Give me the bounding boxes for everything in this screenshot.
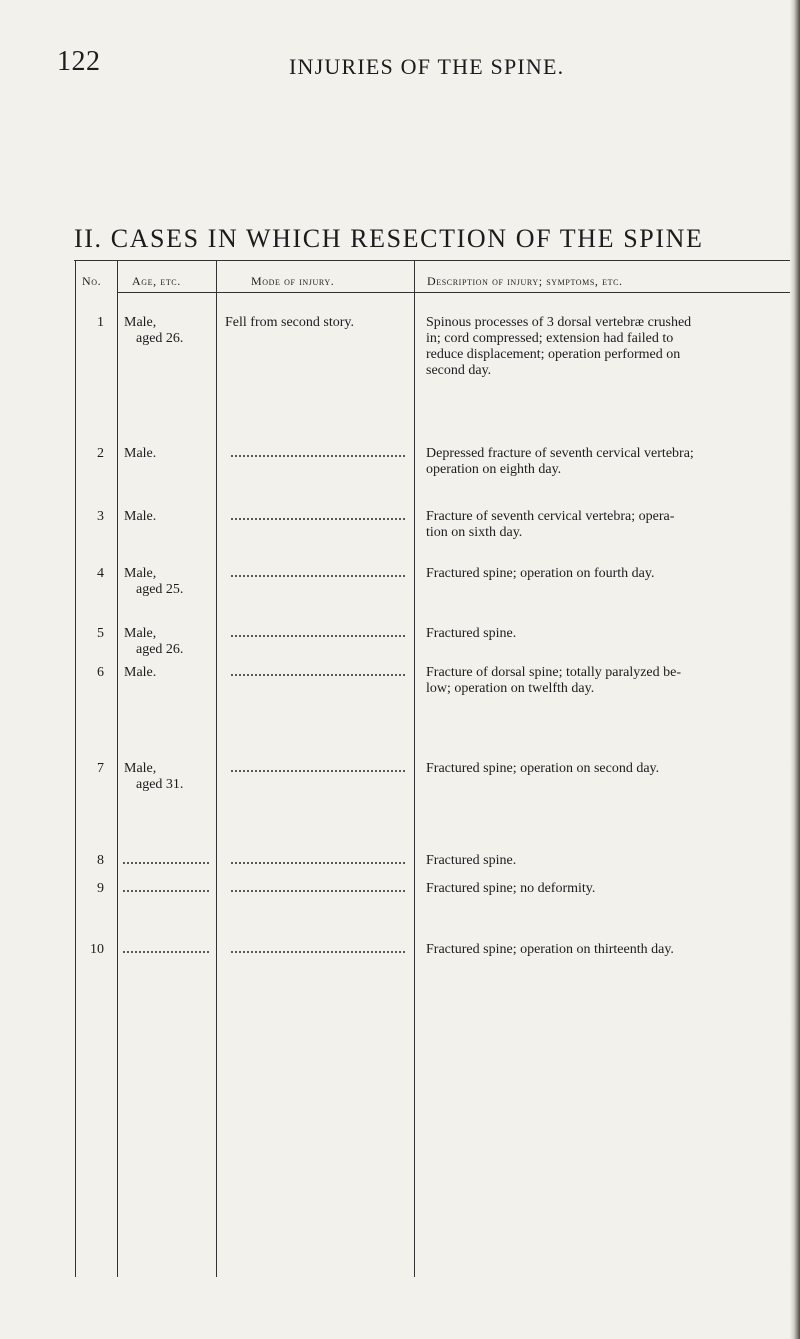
col-header-mode: Mode of injury. [251, 274, 335, 288]
age-line: Male, [124, 566, 157, 581]
running-head: INJURIES OF THE SPINE. [289, 54, 565, 79]
desc-line: low; operation on twelfth day. [426, 681, 595, 696]
col-header-description: Description of injury; symptoms, etc. [427, 274, 623, 288]
age-line: aged 31. [136, 777, 184, 792]
leader-dots [230, 509, 406, 523]
desc-line: in; cord compressed; extension had failed to [426, 331, 674, 346]
section-title: II. CASES IN WHICH RESECTION OF THE SPINE [74, 224, 704, 253]
row-number: 7 [97, 761, 104, 776]
desc-line: second day. [426, 363, 492, 378]
row-number: 10 [90, 942, 104, 957]
table-top-rule [74, 260, 792, 261]
row-number: 5 [97, 626, 104, 641]
age-line: aged 26. [136, 642, 184, 657]
age-line: Male, [124, 761, 157, 776]
desc-line: reduce displacement; operation performed on [426, 347, 681, 362]
col-divider-left [75, 261, 76, 1277]
col-header-no: No. [82, 274, 102, 288]
desc-line: Fractured spine. [426, 626, 517, 641]
page-number: 122 [57, 46, 101, 77]
leader-dots [122, 942, 210, 956]
leader-dots [230, 853, 406, 867]
age-line: Male, [124, 315, 157, 330]
age-line: Male, [124, 626, 157, 641]
col-divider-2 [216, 261, 217, 1277]
col-header-age: Age, etc. [132, 274, 181, 288]
row-number: 4 [97, 566, 104, 581]
table-header-rule [117, 292, 792, 293]
desc-line: Fracture of seventh cervical vertebra; opera- [426, 509, 675, 524]
desc-line: Spinous processes of 3 dorsal vertebræ crushed [426, 315, 692, 330]
desc-line: Depressed fracture of seventh cervical vertebra; [426, 446, 694, 461]
leader-dots [230, 446, 406, 460]
desc-line: Fractured spine; operation on thirteenth day. [426, 942, 674, 957]
age-line: aged 26. [136, 331, 184, 346]
leader-dots [230, 665, 406, 679]
row-number: 8 [97, 853, 104, 868]
leader-dots [230, 566, 406, 580]
leader-dots [122, 881, 210, 895]
desc-line: tion on sixth day. [426, 525, 523, 540]
age-line: Male. [124, 665, 157, 680]
desc-line: Fractured spine; no deformity. [426, 881, 596, 896]
leader-dots [230, 881, 406, 895]
col-divider-1 [117, 261, 118, 1277]
row-number: 3 [97, 509, 104, 524]
page-edge-shadow [790, 0, 800, 1339]
row-number: 9 [97, 881, 104, 896]
leader-dots [230, 761, 406, 775]
mode-text: Fell from second story. [225, 315, 354, 330]
row-number: 2 [97, 446, 104, 461]
leader-dots [122, 853, 210, 867]
desc-line: Fractured spine. [426, 853, 517, 868]
leader-dots [230, 942, 406, 956]
desc-line: Fractured spine; operation on fourth day. [426, 566, 655, 581]
age-line: aged 25. [136, 582, 184, 597]
age-line: Male. [124, 446, 157, 461]
row-number: 1 [97, 315, 104, 330]
age-line: Male. [124, 509, 157, 524]
leader-dots [230, 626, 406, 640]
col-divider-3 [414, 261, 415, 1277]
desc-line: operation on eighth day. [426, 462, 562, 477]
row-number: 6 [97, 665, 104, 680]
desc-line: Fracture of dorsal spine; totally paralyzed be- [426, 665, 682, 680]
desc-line: Fractured spine; operation on second day. [426, 761, 660, 776]
